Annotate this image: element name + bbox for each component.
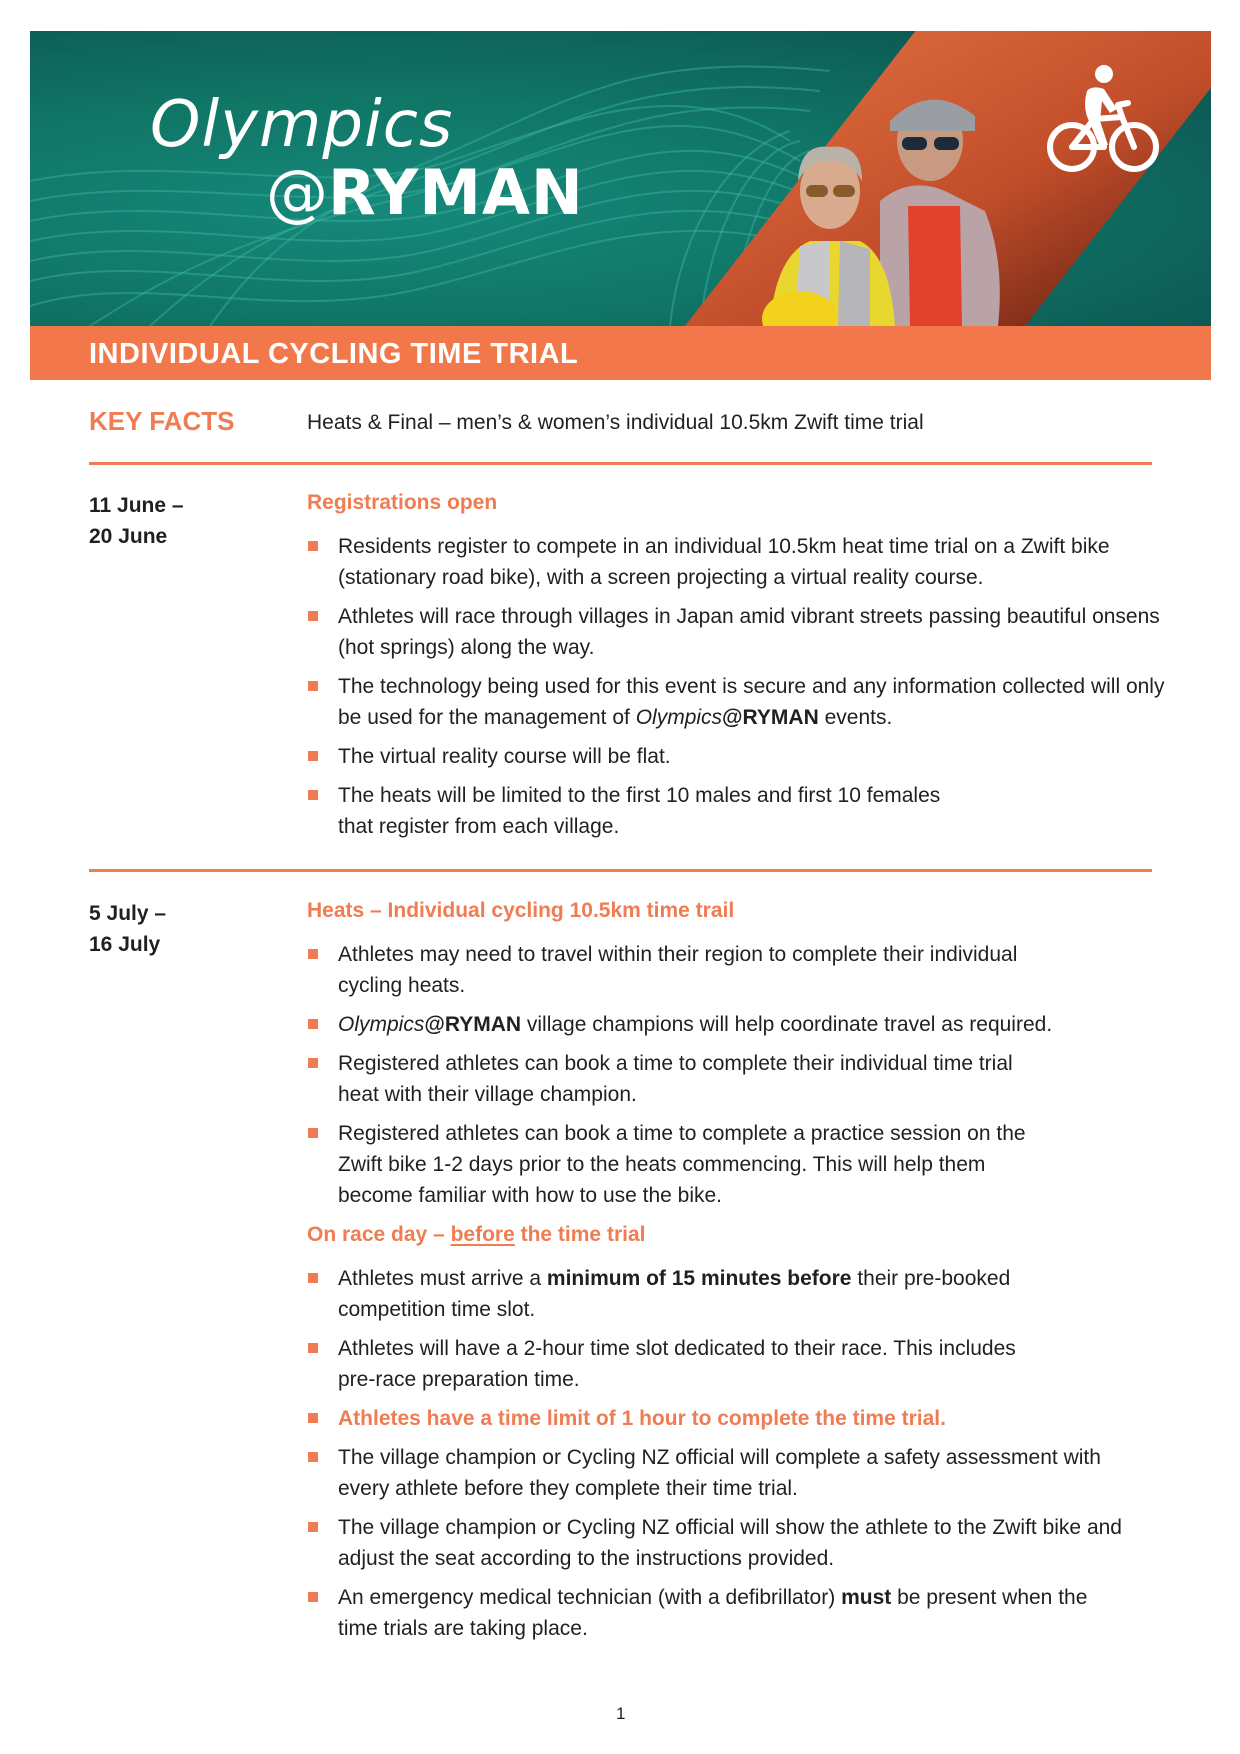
- section-divider: [89, 869, 1152, 872]
- bullet-icon: [308, 611, 318, 621]
- cyclist-icon: [1042, 59, 1162, 179]
- list-item: Residents register to compete in an individual 10.5km heat time trial on a Zwift bike (stationary road bike), with a screen projecting a virtual reality course.: [307, 531, 1167, 593]
- key-facts-description: Heats & Final – men’s & women’s individual 10.5km Zwift time trial: [307, 411, 924, 434]
- list-item: Athletes will have a 2-hour time slot dedicated to their race. This includes pre-race preparation time.: [307, 1333, 1018, 1395]
- bullet-icon: [308, 751, 318, 761]
- bullet-icon: [308, 681, 318, 691]
- page-title: INDIVIDUAL CYCLING TIME TRIAL: [89, 338, 579, 370]
- highlighted-list-item: Athletes have a time limit of 1 hour to complete the time trial.: [307, 1403, 1167, 1434]
- header-banner: [30, 31, 1211, 326]
- section-date: 5 July – 16 July: [89, 902, 167, 956]
- bullet-icon: [308, 1019, 318, 1029]
- bullet-list: [307, 531, 1167, 842]
- bullet-icon: [308, 1413, 318, 1423]
- brand-name: Olympics@RYMAN: [635, 706, 819, 729]
- list-item: Athletes will race through villages in Japan amid vibrant streets passing beautiful onsens (hot springs) along the way.: [307, 601, 1167, 663]
- bullet-icon: [308, 1452, 318, 1462]
- bullet-icon: [308, 1592, 318, 1602]
- bullet-icon: [308, 541, 318, 551]
- list-item: The virtual reality course will be flat.: [307, 741, 1167, 772]
- list-item: Athletes must arrive a minimum of 15 minutes before their pre-booked competition time slot.: [307, 1263, 1018, 1325]
- list-item: Registered athletes can book a time to complete their individual time trial heat with their village champion.: [307, 1048, 1038, 1110]
- list-item: The village champion or Cycling NZ official will show the athlete to the Zwift bike and adjust the seat according to the instructions provided.: [307, 1512, 1138, 1574]
- list-item: Athletes may need to travel within their region to complete their individual cycling heats.: [307, 939, 1038, 1001]
- section-heading: Heats – Individual cycling 10.5km time trail: [307, 899, 735, 922]
- bullet-icon: [308, 790, 318, 800]
- logo-ryman: @RYMAN: [266, 156, 584, 229]
- heats-section: [307, 897, 1167, 1652]
- athletes-photo: [730, 81, 1060, 326]
- bullet-icon: [308, 1273, 318, 1283]
- section-divider: [89, 462, 1152, 465]
- title-band: [30, 326, 1211, 380]
- list-item: The heats will be limited to the first 10 males and first 10 females that register from each village.: [307, 780, 978, 842]
- page-number: 1: [616, 1704, 626, 1723]
- list-item: The village champion or Cycling NZ official will complete a safety assessment with every athlete before they complete their time trial.: [307, 1442, 1138, 1504]
- bullet-icon: [308, 1522, 318, 1532]
- list-item: Olympics@RYMAN village champions will help coordinate travel as required.: [307, 1009, 1167, 1040]
- olympics-ryman-logo: [150, 88, 584, 229]
- logo-olympics: Olympics: [150, 88, 454, 162]
- section-date: 11 June – 20 June: [89, 494, 184, 548]
- brand-name: Olympics@RYMAN: [338, 1013, 522, 1036]
- bullet-list: [307, 939, 1167, 1211]
- race-day-bullet-list: [307, 1263, 1167, 1644]
- bullet-icon: [308, 949, 318, 959]
- race-day-heading: On race day – before the time trial: [307, 1223, 646, 1246]
- key-facts-label: KEY FACTS: [89, 406, 235, 436]
- bullet-icon: [308, 1128, 318, 1138]
- list-item: An emergency medical technician (with a defibrillator) must be present when the time trials are taking place.: [307, 1582, 1118, 1644]
- list-item: Registered athletes can book a time to complete a practice session on the Zwift bike 1-2 days prior to the heats commencing. This will help them become familiar with how to use the bike.: [307, 1118, 1058, 1211]
- registration-section: [307, 489, 1167, 850]
- bullet-icon: [308, 1058, 318, 1068]
- section-heading: Registrations open: [307, 491, 498, 514]
- list-item: The technology being used for this event is secure and any information collected will only be used for the management of Olympics@RYMAN events.: [307, 671, 1167, 733]
- bullet-icon: [308, 1343, 318, 1353]
